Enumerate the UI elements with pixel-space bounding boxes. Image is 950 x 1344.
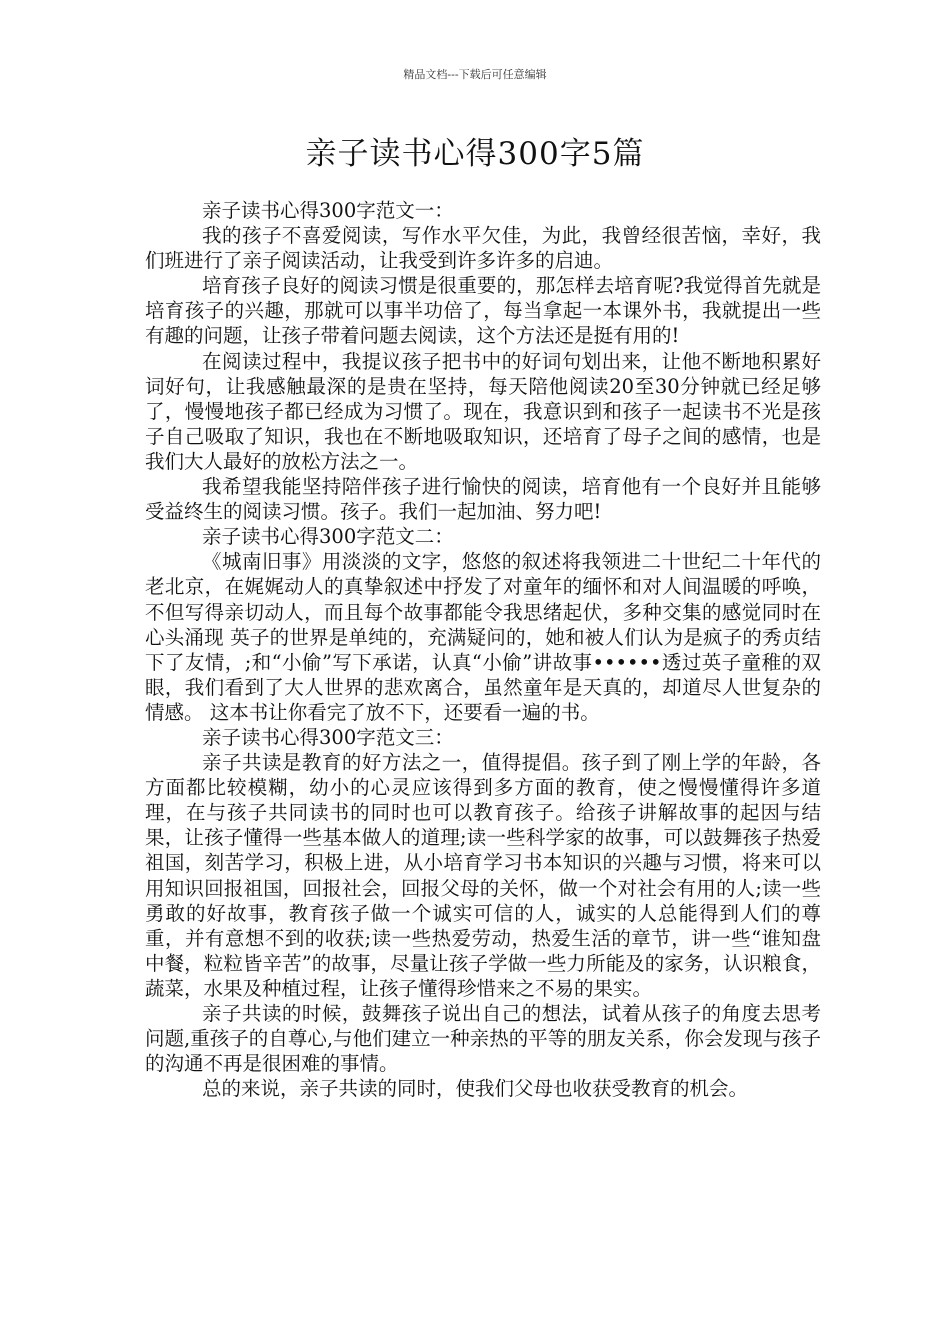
paragraph: 亲子读书心得300字范文二：	[202, 525, 454, 549]
paragraph: 亲子共读的时候，鼓舞孩子说出自己的想法，试着从孩子的角度去思考问题,重孩子的自尊心,与他们建立一种亲热的平等的朋友关系，你会发现与孩子的沟通不再是很困难的事情。	[145, 1002, 821, 1076]
paragraph: 亲子共读是教育的好方法之一，值得提倡。孩子到了刚上学的年龄，各方面都比较模糊，幼小的心灵应该得到多方面的教育，使之慢慢懂得许多道理，在与孩子共同读书的同时也可以教育孩子。给孩子讲解故事的起因与结果，让孩子懂得一些基本做人的道理;读一些科学家的故事，可以鼓舞孩子热爱祖国，刻苦学习，积极上进，从小培育学习书本知识的兴趣与习惯，将来可以用知识回报祖国，回报社会，回报父母的关怀，做一个对社会有用的人;读一些勇敢的好故事，教育孩子做一个诚实可信的人，诚实的人总能得到人们的尊重，并有意想不到的收获;读一些热爱劳动，热爱生活的章节，讲一些“谁知盘中餐，粒粒皆辛苦”的故事，尽量让孩子学做一些力所能及的家务，认识粮食，蔬菜，水果及种植过程，让孩子懂得珍惜来之不易的果实。	[145, 751, 821, 1000]
document-body	[145, 198, 821, 1101]
paragraph: 在阅读过程中，我提议孩子把书中的好词句划出来，让他不断地积累好词好句，让我感触最深的是贵在坚持，每天陪他阅读20至30分钟就已经足够了，慢慢地孩子都已经成为习惯了。现在，我意识到和孩子一起读书不光是孩子自己吸取了知识，我也在不断地吸取知识，还培育了母子之间的感情，也是我们大人最好的放松方法之一。	[145, 349, 821, 473]
paragraph: 我希望我能坚持陪伴孩子进行愉快的阅读，培育他有一个良好并且能够受益终生的阅读习惯。孩子。我们一起加油、努力吧!	[145, 475, 821, 524]
paragraph: 总的来说，亲子共读的同时，使我们父母也收获受教育的机会。	[202, 1077, 749, 1101]
document-title: 亲子读书心得300字5篇	[305, 136, 645, 172]
paragraph: 我的孩子不喜爱阅读，写作水平欠佳，为此，我曾经很苦恼，幸好，我们班进行了亲子阅读活动，让我受到许多许多的启迪。	[145, 224, 821, 273]
paragraph: 亲子读书心得300字范文一：	[202, 199, 454, 222]
paragraph: 亲子读书心得300字范文三：	[202, 725, 454, 749]
paragraph: 培育孩子良好的阅读习惯是很重要的，那怎样去培育呢?我觉得首先就是培育孩子的兴趣，那就可以事半功倍了，每当拿起一本课外书，我就提出一些有趣的问题，让孩子带着问题去阅读，这个方法还是挺有用的!	[145, 274, 821, 348]
header-note: 精品文档---下载后可任意编辑	[403, 68, 547, 81]
paragraph: 《城南旧事》用淡淡的文字，悠悠的叙述将我领进二十世纪二十年代的老北京，在娓娓动人的真挚叙述中抒发了对童年的缅怀和对人间温暖的呼唤，不但写得亲切动人，而且每个故事都能令我思绪起伏，多种交集的感觉同时在心头涌现 英子的世界是单纯的，充满疑问的，她和被人们认为是疯子的秀贞结下了友情，;和“小偷”写下承诺，认真“小偷”讲故事••••••透过英子童稚的双眼，我们看到了大人世界的悲欢离合，虽然童年是天真的，却道尽人世复杂的情感。 这本书让你看完了放不下，还要看一遍的书。	[145, 550, 821, 724]
